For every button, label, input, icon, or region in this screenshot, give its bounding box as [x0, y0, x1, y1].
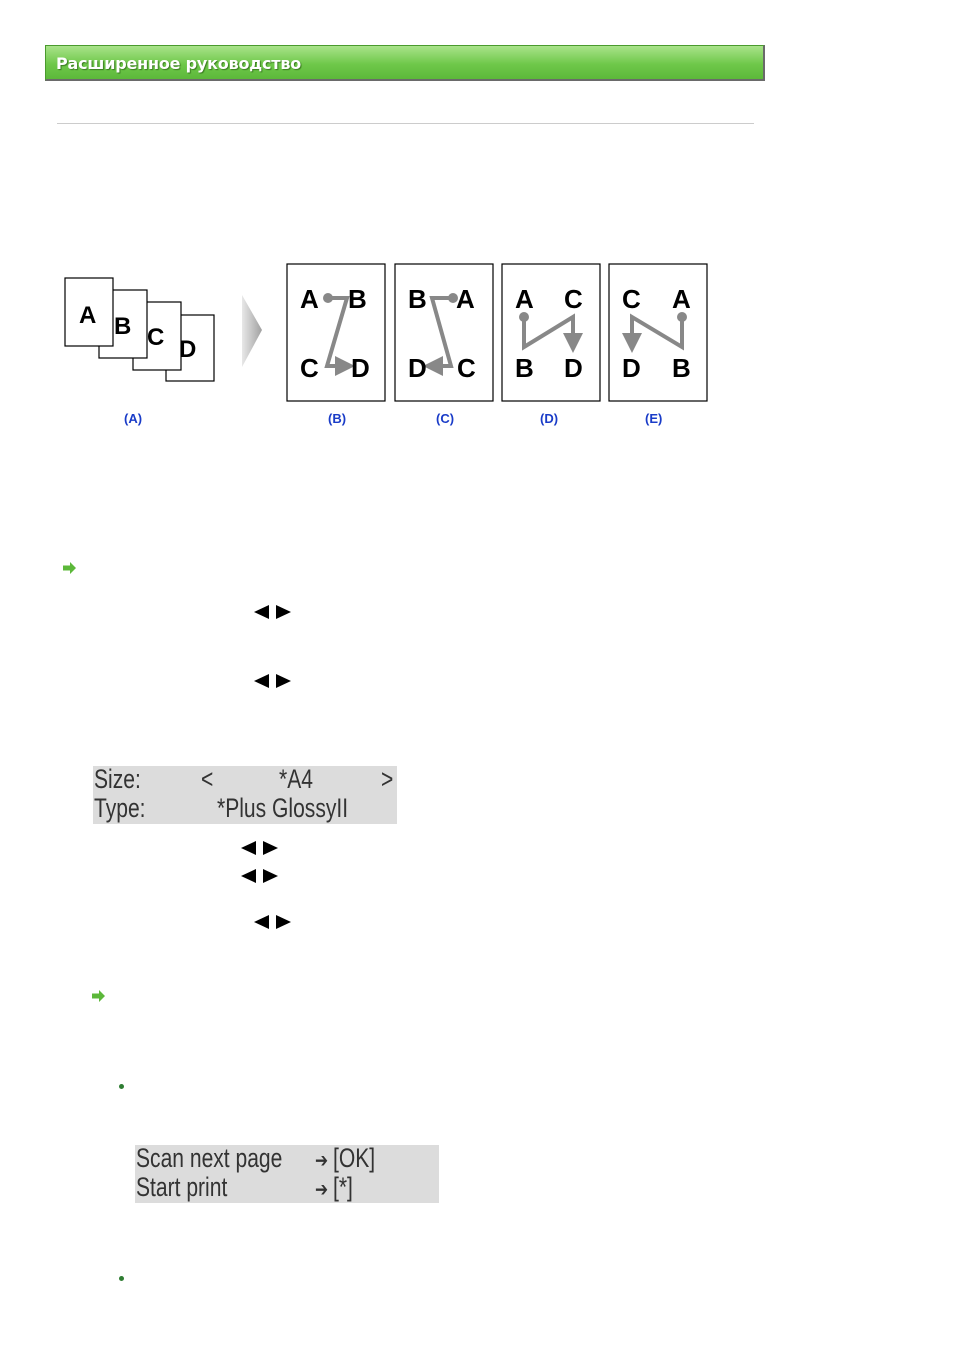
lcd-star-key: [*] — [333, 1172, 353, 1202]
stack-letter-a: A — [79, 302, 97, 329]
caption-b: (B) — [328, 411, 347, 426]
direction-arrow-icon — [242, 295, 262, 367]
lcd-scan-next-label: Scan next page — [136, 1143, 283, 1173]
left-right-keys-icon — [254, 674, 294, 688]
svg-text:C: C — [457, 353, 476, 383]
lcd-size-label: Size: — [94, 764, 141, 794]
left-right-keys-icon — [254, 605, 294, 619]
svg-text:B: B — [672, 353, 691, 383]
stack-letter-c: C — [147, 324, 165, 351]
left-right-keys-icon — [241, 841, 281, 855]
divider — [57, 123, 754, 124]
lcd-arrow-icon: ➔ — [315, 1179, 329, 1201]
list-bullet — [119, 1276, 124, 1281]
lcd-size-left-chevron: < — [201, 764, 214, 794]
layout-panel-d — [502, 264, 600, 401]
lcd-ok-key: [OK] — [333, 1143, 376, 1173]
link-arrow-icon[interactable] — [92, 990, 106, 1002]
header-title: Расширенное руководство — [56, 54, 302, 73]
lcd-size-value: *A4 — [279, 764, 313, 794]
svg-text:C: C — [300, 353, 319, 383]
svg-text:D: D — [351, 353, 370, 383]
link-arrow-icon[interactable] — [63, 562, 77, 574]
svg-text:A: A — [672, 284, 691, 314]
svg-text:A: A — [456, 284, 475, 314]
list-bullet — [119, 1084, 124, 1089]
svg-text:C: C — [622, 284, 641, 314]
layout-panel-b — [287, 264, 385, 401]
lcd-arrow-icon: ➔ — [315, 1150, 329, 1172]
svg-text:B: B — [408, 284, 427, 314]
svg-text:D: D — [564, 353, 583, 383]
svg-text:D: D — [408, 353, 427, 383]
lcd-start-print-label: Start print — [136, 1172, 228, 1202]
svg-text:D: D — [622, 353, 641, 383]
svg-text:C: C — [564, 284, 583, 314]
layout-diagram — [55, 255, 735, 435]
svg-text:B: B — [515, 353, 534, 383]
stack-letter-b: B — [114, 313, 132, 340]
caption-e: (E) — [645, 411, 663, 426]
lcd-scan-next-screen — [135, 1145, 439, 1203]
caption-a: (A) — [124, 411, 143, 426]
lcd-type-value: *Plus GlossyII — [217, 793, 349, 823]
layout-panel-e — [609, 264, 707, 401]
stack-letter-d: D — [179, 336, 197, 363]
left-right-keys-icon — [254, 915, 294, 929]
lcd-size-right-chevron: > — [381, 764, 394, 794]
layout-panel-c — [395, 264, 493, 401]
caption-d: (D) — [540, 411, 559, 426]
caption-c: (C) — [436, 411, 455, 426]
header-bar — [45, 45, 765, 81]
lcd-type-label: Type: — [94, 793, 146, 823]
left-right-keys-icon — [241, 869, 281, 883]
svg-text:A: A — [300, 284, 319, 314]
lcd-size-type-screen — [93, 766, 397, 824]
svg-text:A: A — [515, 284, 534, 314]
svg-text:B: B — [348, 284, 367, 314]
page-stack — [65, 278, 214, 381]
